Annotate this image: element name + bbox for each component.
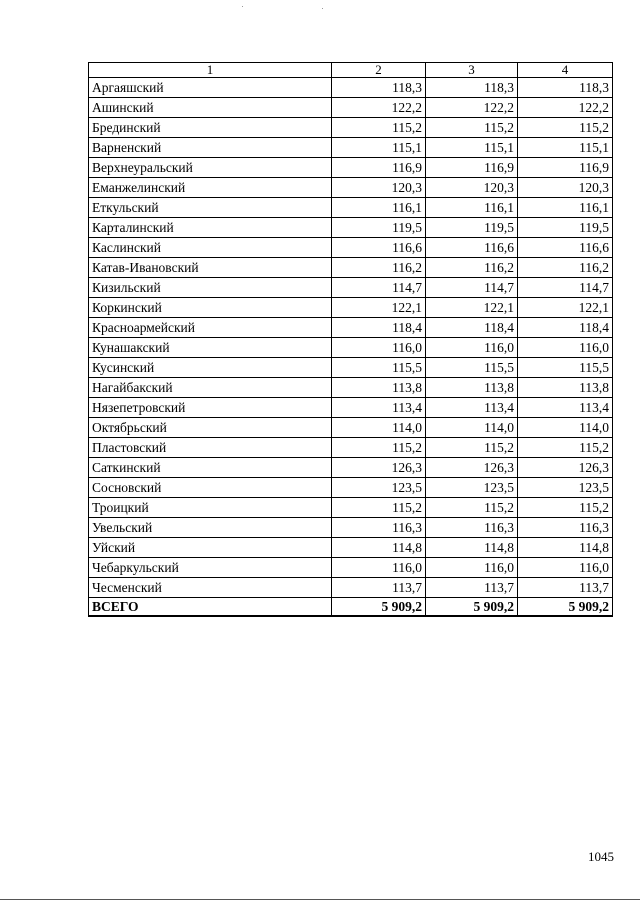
value-cell-col2: 116,0: [332, 338, 426, 358]
table-row: [89, 338, 613, 358]
value-cell-col2: 116,9: [332, 158, 426, 178]
value-cell-col3: 116,0: [426, 338, 518, 358]
value-cell-col4: 119,5: [518, 218, 613, 238]
value-cell-col3: 126,3: [426, 458, 518, 478]
value-cell-col2: 115,5: [332, 358, 426, 378]
district-name-cell: Каслинский: [89, 238, 332, 258]
table-row: [89, 378, 613, 398]
value-cell-col2: 116,3: [332, 518, 426, 538]
value-cell-col4: 126,3: [518, 458, 613, 478]
column-header-4: 4: [518, 63, 613, 78]
district-name-cell: Красноармейский: [89, 318, 332, 338]
table-row: [89, 518, 613, 538]
table-row: [89, 458, 613, 478]
district-name-cell: Ашинский: [89, 98, 332, 118]
value-cell-col2: 113,4: [332, 398, 426, 418]
value-cell-col2: 114,0: [332, 418, 426, 438]
value-cell-col4: 118,3: [518, 78, 613, 98]
district-name-cell: Брединский: [89, 118, 332, 138]
value-cell-col4: 114,0: [518, 418, 613, 438]
value-cell-col4: 115,1: [518, 138, 613, 158]
value-cell-col4: 116,0: [518, 338, 613, 358]
value-cell-col4: 123,5: [518, 478, 613, 498]
district-name-cell: Кизильский: [89, 278, 332, 298]
district-name-cell: Нязепетровский: [89, 398, 332, 418]
value-cell-col3: 120,3: [426, 178, 518, 198]
value-cell-col3: 122,2: [426, 98, 518, 118]
value-cell-col4: 116,6: [518, 238, 613, 258]
value-cell-col2: 115,1: [332, 138, 426, 158]
table-row: [89, 118, 613, 138]
district-name-cell: Аргаяшский: [89, 78, 332, 98]
value-cell-col3: 118,4: [426, 318, 518, 338]
value-cell-col3: 113,8: [426, 378, 518, 398]
district-name-cell: Еманжелинский: [89, 178, 332, 198]
table-row: [89, 358, 613, 378]
value-cell-col3: 116,6: [426, 238, 518, 258]
value-cell-col4: 116,0: [518, 558, 613, 578]
value-cell-col2: 120,3: [332, 178, 426, 198]
table-row: [89, 558, 613, 578]
table-row: [89, 438, 613, 458]
value-cell-col3: 116,0: [426, 558, 518, 578]
total-label: ВСЕГО: [89, 598, 332, 617]
value-cell-col2: 116,2: [332, 258, 426, 278]
value-cell-col3: 114,0: [426, 418, 518, 438]
value-cell-col4: 116,3: [518, 518, 613, 538]
district-name-cell: Чебаркульский: [89, 558, 332, 578]
table-row: [89, 418, 613, 438]
value-cell-col3: 115,2: [426, 118, 518, 138]
value-cell-col2: 118,4: [332, 318, 426, 338]
district-name-cell: Еткульский: [89, 198, 332, 218]
district-name-cell: Кусинский: [89, 358, 332, 378]
value-cell-col2: 115,2: [332, 118, 426, 138]
table-row: [89, 578, 613, 598]
district-name-cell: Пластовский: [89, 438, 332, 458]
value-cell-col4: 114,8: [518, 538, 613, 558]
table-row: [89, 178, 613, 198]
total-row: [89, 598, 613, 617]
value-cell-col2: 126,3: [332, 458, 426, 478]
table-row: [89, 198, 613, 218]
table-row: [89, 278, 613, 298]
value-cell-col2: 116,6: [332, 238, 426, 258]
district-name-cell: Октябрьский: [89, 418, 332, 438]
value-cell-col2: 115,2: [332, 438, 426, 458]
value-cell-col2: 116,0: [332, 558, 426, 578]
value-cell-col3: 116,3: [426, 518, 518, 538]
district-name-cell: Катав-Ивановский: [89, 258, 332, 278]
district-name-cell: Троицкий: [89, 498, 332, 518]
table-row: [89, 218, 613, 238]
district-name-cell: Карталинский: [89, 218, 332, 238]
district-name-cell: Уйский: [89, 538, 332, 558]
value-cell-col2: 113,7: [332, 578, 426, 598]
total-value-col3: 5 909,2: [426, 598, 518, 617]
value-cell-col2: 122,1: [332, 298, 426, 318]
table-row: [89, 538, 613, 558]
value-cell-col3: 116,1: [426, 198, 518, 218]
total-value-col2: 5 909,2: [332, 598, 426, 617]
value-cell-col2: 114,8: [332, 538, 426, 558]
district-name-cell: Варненский: [89, 138, 332, 158]
table-row: [89, 238, 613, 258]
column-header-1: 1: [89, 63, 332, 78]
district-name-cell: Увельский: [89, 518, 332, 538]
value-cell-col3: 114,8: [426, 538, 518, 558]
scan-speck: [242, 6, 243, 7]
value-cell-col4: 115,2: [518, 118, 613, 138]
table-row: [89, 318, 613, 338]
district-name-cell: Коркинский: [89, 298, 332, 318]
value-cell-col3: 123,5: [426, 478, 518, 498]
value-cell-col2: 113,8: [332, 378, 426, 398]
column-header-2: 2: [332, 63, 426, 78]
district-name-cell: Саткинский: [89, 458, 332, 478]
value-cell-col3: 116,9: [426, 158, 518, 178]
value-cell-col4: 120,3: [518, 178, 613, 198]
value-cell-col3: 113,7: [426, 578, 518, 598]
page-bottom-rule: [0, 899, 640, 900]
table-row: [89, 398, 613, 418]
value-cell-col4: 115,5: [518, 358, 613, 378]
value-cell-col3: 115,2: [426, 498, 518, 518]
district-name-cell: Чесменский: [89, 578, 332, 598]
page-number: 1045: [588, 849, 614, 864]
value-cell-col3: 115,1: [426, 138, 518, 158]
table-header: [89, 63, 613, 78]
value-cell-col3: 122,1: [426, 298, 518, 318]
table-row: [89, 298, 613, 318]
value-cell-col4: 116,9: [518, 158, 613, 178]
district-name-cell: Нагайбакский: [89, 378, 332, 398]
value-cell-col4: 113,8: [518, 378, 613, 398]
district-name-cell: Верхнеуральский: [89, 158, 332, 178]
value-cell-col4: 122,2: [518, 98, 613, 118]
value-cell-col4: 116,1: [518, 198, 613, 218]
district-name-cell: Сосновский: [89, 478, 332, 498]
value-cell-col2: 122,2: [332, 98, 426, 118]
table-row: [89, 98, 613, 118]
total-value-col4: 5 909,2: [518, 598, 613, 617]
value-cell-col4: 122,1: [518, 298, 613, 318]
value-cell-col2: 116,1: [332, 198, 426, 218]
value-cell-col3: 115,2: [426, 438, 518, 458]
table-row: [89, 498, 613, 518]
value-cell-col2: 119,5: [332, 218, 426, 238]
value-cell-col4: 116,2: [518, 258, 613, 278]
value-cell-col3: 116,2: [426, 258, 518, 278]
value-cell-col3: 115,5: [426, 358, 518, 378]
value-cell-col2: 115,2: [332, 498, 426, 518]
table-body: [89, 78, 613, 617]
value-cell-col4: 113,7: [518, 578, 613, 598]
value-cell-col2: 114,7: [332, 278, 426, 298]
data-table: [88, 62, 613, 617]
header-row: [89, 63, 613, 78]
table-row: [89, 78, 613, 98]
value-cell-col4: 113,4: [518, 398, 613, 418]
value-cell-col3: 119,5: [426, 218, 518, 238]
district-name-cell: Кунашакский: [89, 338, 332, 358]
value-cell-col4: 115,2: [518, 438, 613, 458]
table-row: [89, 478, 613, 498]
value-cell-col3: 114,7: [426, 278, 518, 298]
value-cell-col4: 115,2: [518, 498, 613, 518]
value-cell-col3: 113,4: [426, 398, 518, 418]
column-header-3: 3: [426, 63, 518, 78]
value-cell-col2: 123,5: [332, 478, 426, 498]
table-row: [89, 138, 613, 158]
value-cell-col4: 118,4: [518, 318, 613, 338]
value-cell-col4: 114,7: [518, 278, 613, 298]
table-row: [89, 258, 613, 278]
scan-speck: [322, 8, 323, 9]
table-row: [89, 158, 613, 178]
value-cell-col2: 118,3: [332, 78, 426, 98]
value-cell-col3: 118,3: [426, 78, 518, 98]
